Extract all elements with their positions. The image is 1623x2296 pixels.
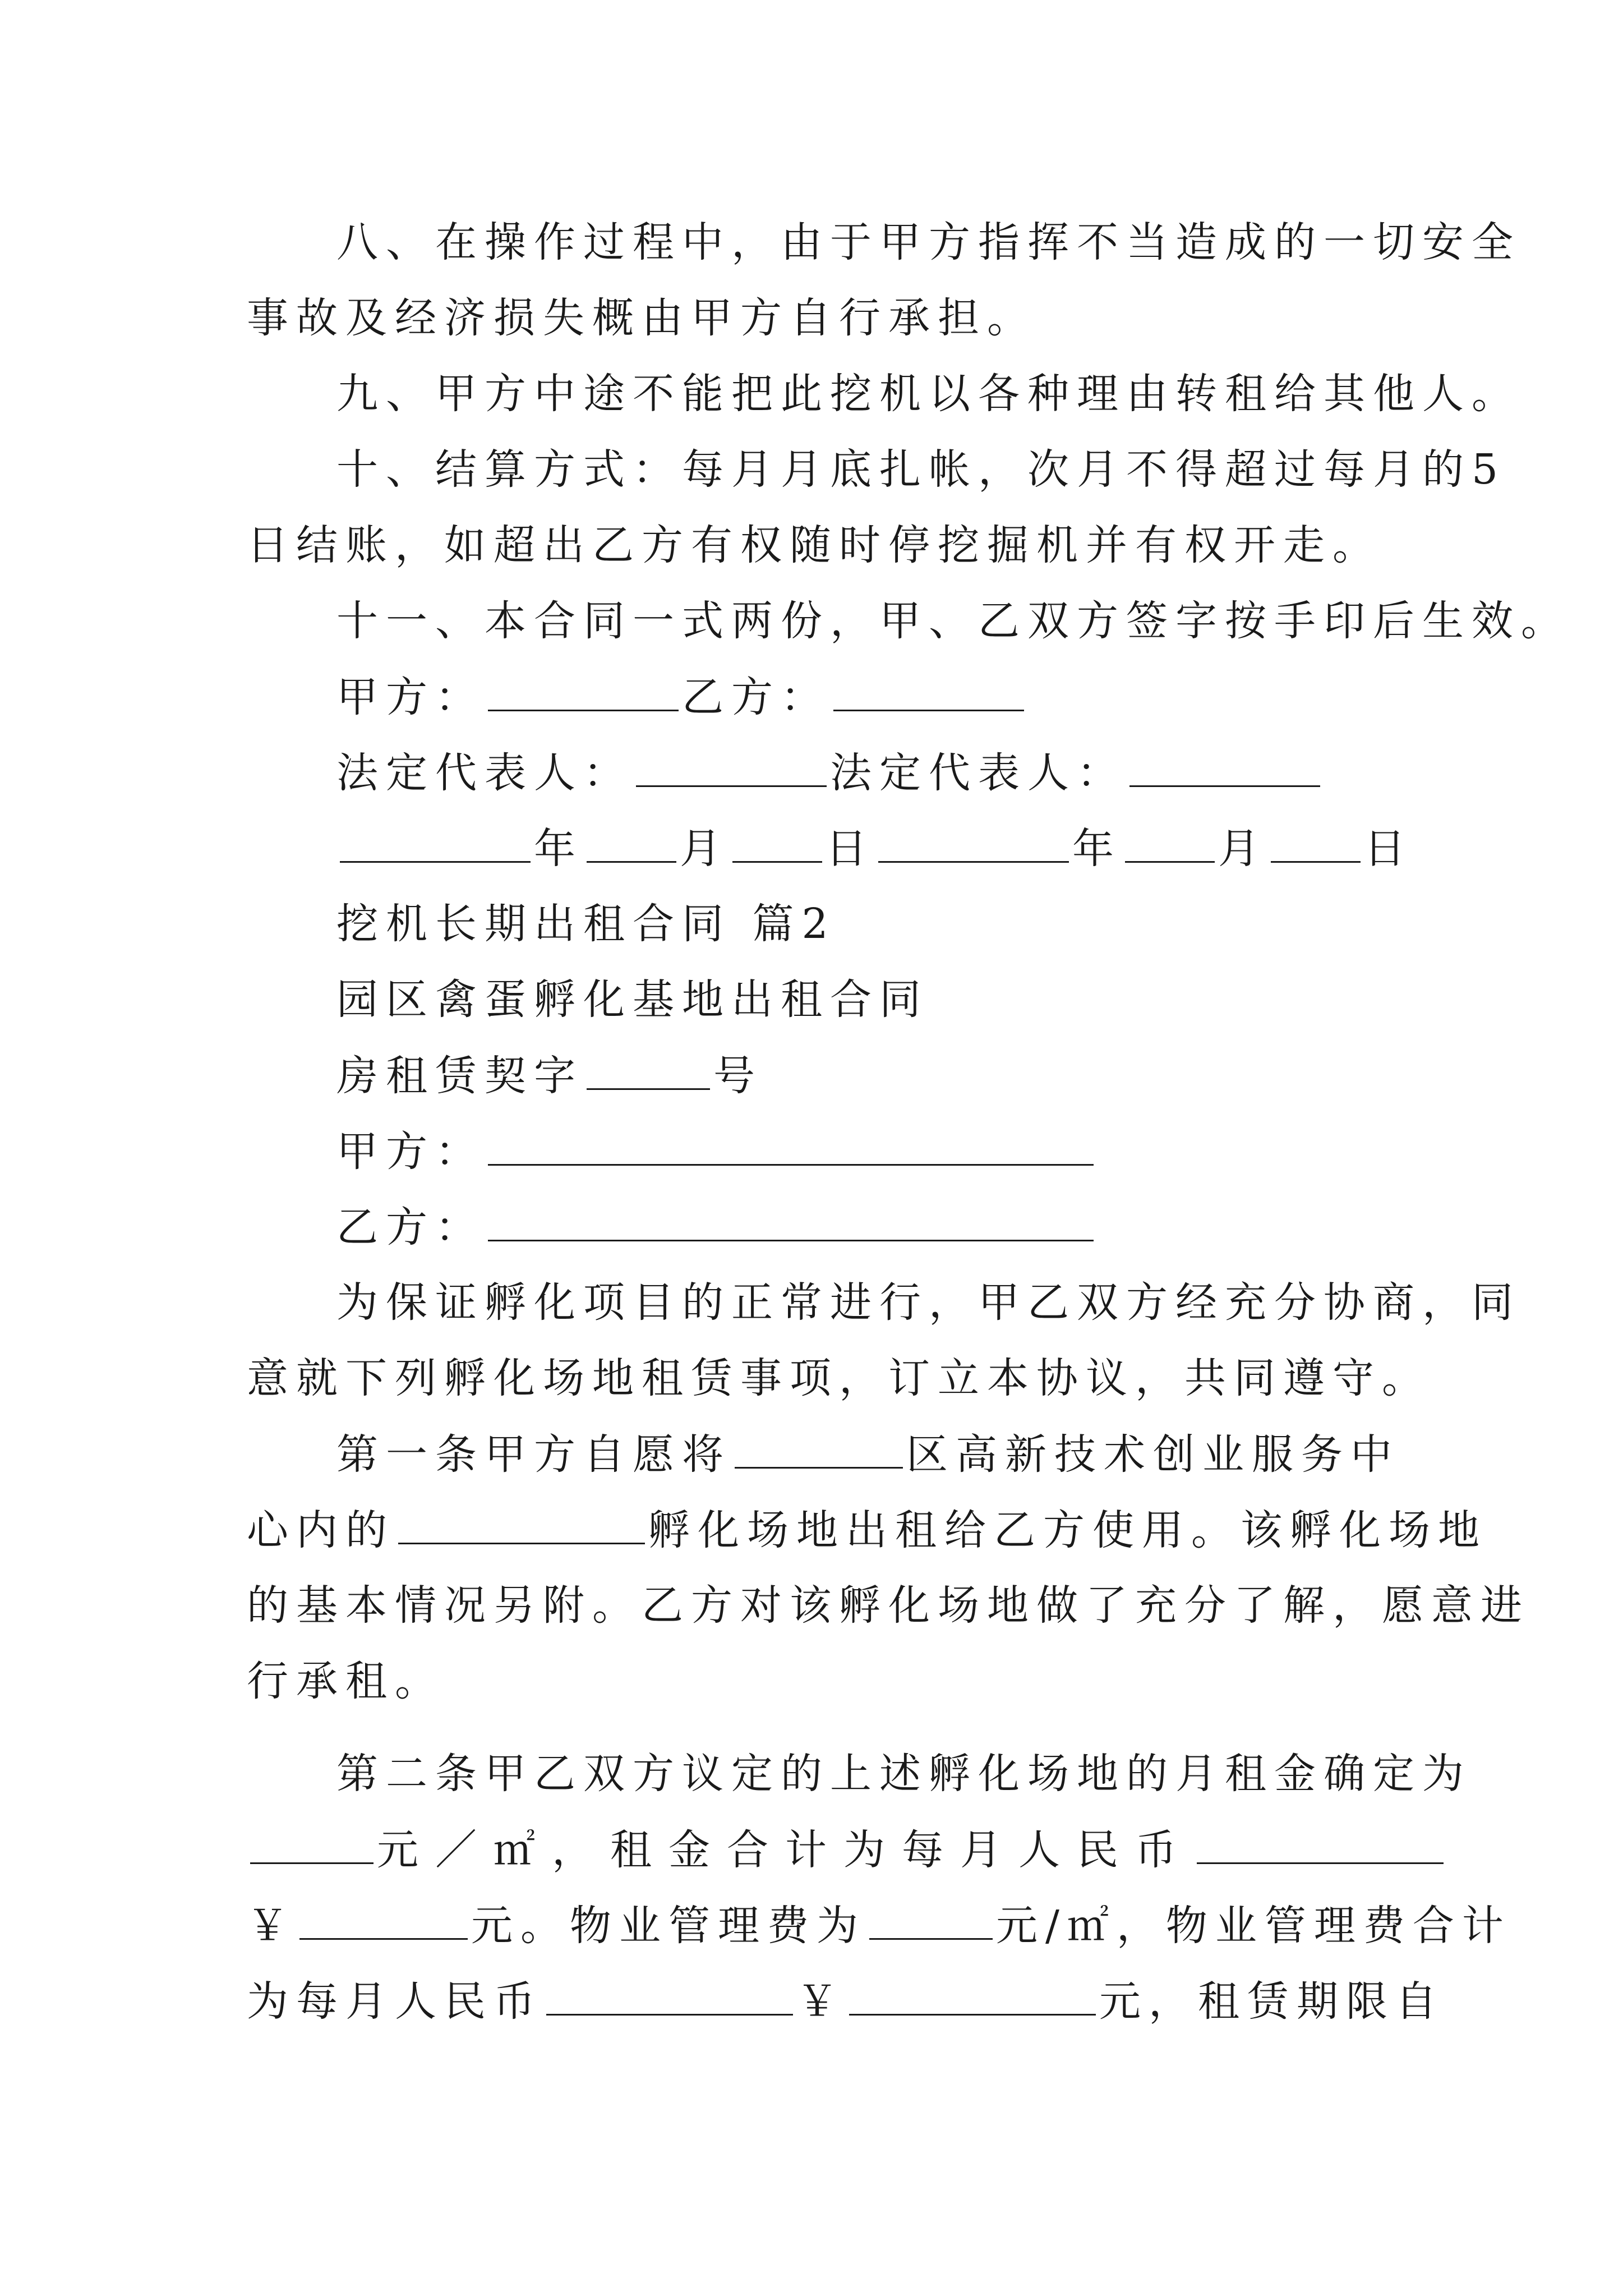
- article-2-text-b: 元。物业管理费为: [471, 1902, 866, 1950]
- representative-line: [336, 749, 1324, 797]
- article-2-text-c: 元/㎡，物业管理费合计: [996, 1902, 1511, 1950]
- contract-number-suffix: 号: [713, 1052, 763, 1100]
- party-b-blank: [833, 676, 1024, 711]
- management-total-blank: [546, 1980, 793, 2016]
- rep-a-label: 法定代表人：: [336, 749, 633, 797]
- month-b-label: 月: [1218, 825, 1267, 873]
- day-a-blank: [732, 827, 822, 863]
- contract-number-line: [336, 1052, 763, 1100]
- clause-8-line-1: 八、在操作过程中，由于甲方指挥不当造成的一切安全: [336, 218, 1521, 266]
- rent-total-blank: [1197, 1829, 1444, 1864]
- party-a-name-blank: [488, 1130, 1094, 1166]
- article-1-text-a: 第一条甲方自愿将: [336, 1430, 731, 1479]
- yen-sign-b: ￥: [796, 1977, 846, 2026]
- contract-number-blank: [587, 1055, 710, 1090]
- article-1-text-b: 区高新技术创业服务中: [906, 1430, 1400, 1479]
- party-a-title: 甲方：: [336, 1128, 485, 1176]
- article-2-line-2: [247, 1826, 1447, 1874]
- day-a-label: 日: [826, 825, 875, 873]
- clause-10-line-1: 十、结算方式：每月月底扎帐，次月不得超过每月的5: [336, 445, 1506, 494]
- article-2-line-3: [247, 1902, 1511, 1950]
- clause-10-line-2: 日结账，如超出乙方有权随时停挖掘机并有权开走。: [247, 521, 1382, 569]
- site-blank: [398, 1509, 645, 1544]
- district-blank: [735, 1433, 903, 1469]
- rent-amount-blank: [299, 1904, 468, 1940]
- article-1-line-2: [247, 1506, 1487, 1554]
- party-a-blank: [488, 676, 679, 711]
- day-b-blank: [1271, 827, 1361, 863]
- party-a-label: 甲方：: [336, 673, 485, 721]
- contract-number-label: 房租赁契字: [336, 1052, 583, 1100]
- month-b-blank: [1125, 827, 1215, 863]
- day-b-label: 日: [1364, 825, 1413, 873]
- management-rate-blank: [869, 1904, 993, 1940]
- clause-8-line-2: 事故及经济损失概由甲方自行承担。: [247, 294, 1036, 342]
- party-b-title: 乙方：: [336, 1203, 485, 1251]
- article-2-line-4: [247, 1977, 1445, 2026]
- yen-sign-a: ￥: [247, 1902, 296, 1950]
- date-line: [336, 825, 1413, 873]
- clause-9: 九、甲方中途不能把此挖机以各种理由转租给其他人。: [336, 370, 1521, 418]
- article-1-line-1: [336, 1430, 1400, 1479]
- signature-line: [336, 673, 1027, 721]
- article-1-text-d: 孵化场地出租给乙方使用。该孵化场地: [648, 1506, 1487, 1554]
- clause-11: 十一、本合同一式两份，甲、乙双方签字按手印后生效。: [336, 597, 1570, 645]
- contract-title: 园区禽蛋孵化基地出租合同: [336, 976, 929, 1024]
- month-a-label: 月: [680, 825, 729, 873]
- preamble-line-1: 为保证孵化项目的正常进行，甲乙双方经充分协商，同: [336, 1278, 1521, 1327]
- rep-b-label: 法定代表人：: [830, 749, 1126, 797]
- article-2-text-d: 为每月人民币: [247, 1977, 543, 2026]
- year-a-blank: [340, 827, 531, 863]
- party-b-label: 乙方：: [682, 673, 830, 721]
- year-b-blank: [878, 827, 1069, 863]
- rep-a-blank: [636, 752, 827, 787]
- management-amount-blank: [849, 1980, 1096, 2016]
- year-b-label: 年: [1072, 825, 1122, 873]
- article-2-text-a: 元／㎡，租金合计为每月人民币: [377, 1826, 1193, 1874]
- article-1-line-4: 行承租。: [247, 1657, 444, 1705]
- section-title: 挖机长期出租合同 篇2: [336, 900, 836, 948]
- party-a-line: [336, 1128, 1097, 1176]
- article-2-text-e: 元，租赁期限自: [1099, 1977, 1445, 2026]
- year-a-label: 年: [534, 825, 583, 873]
- party-b-line: [336, 1203, 1097, 1251]
- party-b-name-blank: [488, 1206, 1094, 1241]
- article-1-text-c: 心内的: [247, 1506, 395, 1554]
- rent-rate-blank: [250, 1829, 374, 1864]
- article-1-line-3: 的基本情况另附。乙方对该孵化场地做了充分了解，愿意进: [247, 1581, 1530, 1630]
- preamble-line-2: 意就下列孵化场地租赁事项，订立本协议，共同遵守。: [247, 1354, 1431, 1402]
- rep-b-blank: [1129, 752, 1320, 787]
- month-a-blank: [587, 827, 676, 863]
- article-2-line-1: 第二条甲乙双方议定的上述孵化场地的月租金确定为: [336, 1750, 1472, 1798]
